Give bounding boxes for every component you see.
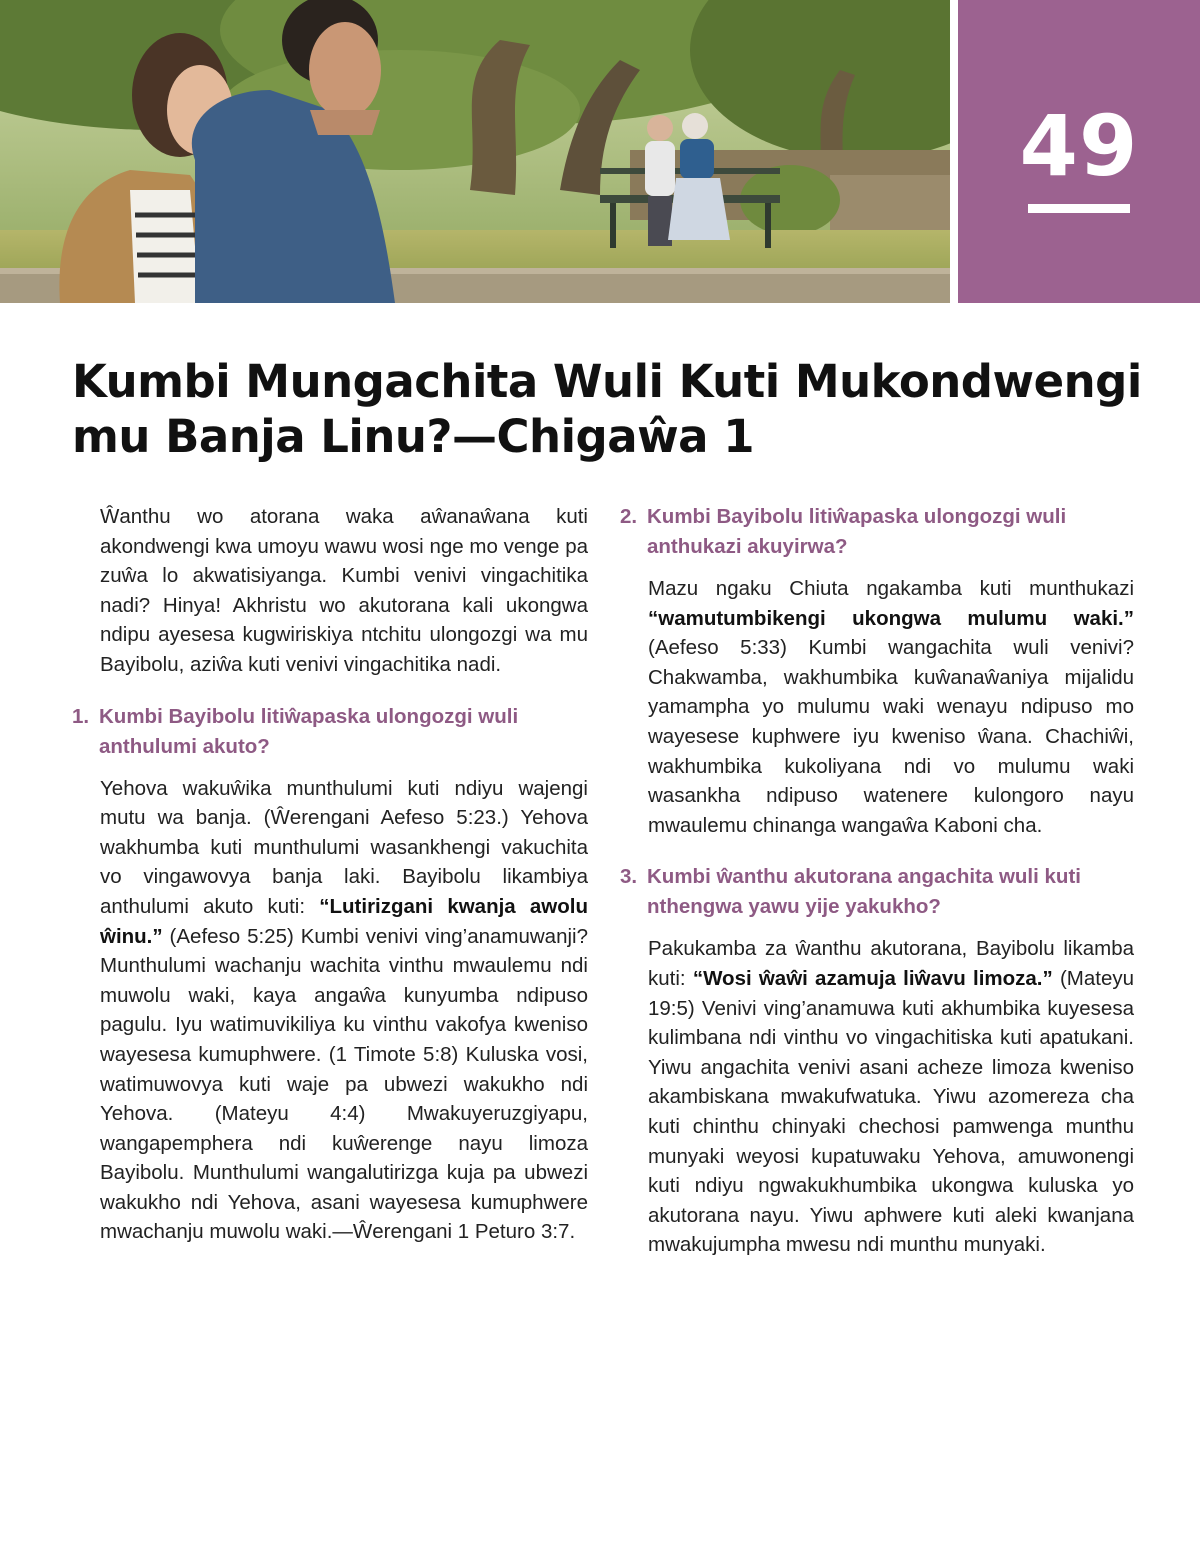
intro-paragraph: Ŵanthu wo atorana waka aŵanaŵana kuti akondwengi kwa umoyu wawu wosi nge mo venge pa zuŵa lo akwatisiyanga. Kumbi venivi vingachitika nadi? Hinya! Akhristu wo akutorana kali ukongwa ndipu ayesesa kugwiriskiya ntchitu ulongozgi wa mu Bayibolu, aziŵa kuti venivi vingachitika nadi. [100,505,588,676]
answer-1-paragraph [100,774,588,1248]
question-text: Kumbi ŵanthu akutorana angachita wuli kuti nthengwa yawu yije yakukho? [647,865,1081,919]
scripture-quote: “Wosi ŵaŵi azamuja liŵavu limoza.” [692,966,1053,990]
lesson-number: 49 [1019,97,1139,195]
answer-2-paragraph [648,574,1134,840]
title-line-1: Kumbi Mungachita Wuli Kuti Mukondwengi [72,355,1142,408]
scripture-quote: “Lutirizgani kwanja awolu ŵinu.” [100,894,588,948]
question-2 [620,502,1134,562]
question-number: 2. [620,505,638,528]
scripture-quote: “wamutumbikengi ukongwa mulumu waki.” [648,606,1134,630]
answer-text: Yehova wakuŵika munthulumi kuti ndiyu wajengi mutu wa banja. (Ŵerengani Aefeso 5:23.) Yehova wakhumba kuti munthulumi wasankhengi vakuchita vo vingawovya banja laki. Bayibolu likambiya anthulumi akuto kuti: [100,776,588,918]
right-column [620,502,1134,1282]
answer-text: (Aefeso 5:33) Kumbi wangachita wuli venivi? Chakwamba, wakhumbika kuŵanaŵaniya mijalidu yamampha yo mulumu waki wenayu ndipuso mo wayesese kuphwere iyu kweniso ŵana. Chachiŵi, wakhumbika kukoliyana ndi vo mulumu waki wasankha ndipuso watenere kulongoro nayu mwaulemu chinanga wangaŵa Kaboni cha. [648,636,1134,837]
answer-text: (Aefeso 5:25) Kumbi venivi ving’anamuwanji? Munthulumi wachanju wachita vinthu mwaulemu ndi muwolu waki, kaya angaŵa kunyumba ndipuso pagulu. Iyu watimuvikiliya ku vinthu vakofya kweniso wayesesa kumuphwere. (1 Timote 5:8) Kuluska vosi, watimuwovya kuti waje pa ubwezi wakukho ndi Yehova. (Mateyu 4:4) Mwakuyeruzgiyapu, wangapemphera ndi kuŵerenge nayu limoza Bayibolu. Munthulumi wangalutirizga kuja pa ubwezi wakukho ndi Yehova, asani wayesesa kumuphwere mwachanju muwolu waki.—Ŵerengani 1 Peturo 3:7. [100,924,588,1244]
answer-text: Mazu ngaku Chiuta ngakamba kuti munthukazi [648,577,1134,600]
question-text: Kumbi Bayibolu litiŵapaska ulongozgi wuli anthukazi akuyirwa? [647,505,1067,558]
question-3 [620,862,1134,922]
answer-text: (Mateyu 19:5) Venivi ving’anamuwa kuti akhumbika kuyesesa kulimbana ndi vinthu vo vingachitiska kuti apatukani. Yiwu angachita venivi asani acheze limoza kweniso akambiskana mwakufwatuka. Yiwu azomereza cha kuti chinthu chinyaki chechosi pamwenga munthu munyaki weyosi kupatuwaku Yehova, amuwonengi kuti ndiyu ngwakukhumbika ukongwa kuluska yo akutorana nayu. Yiwu aphwere kuti aleki kwanjana mwakujumpha mwesu ndi munthu munyaki. [648,966,1135,1257]
lesson-number-box [958,0,1200,303]
left-column [72,502,588,1269]
question-number: 1. [72,704,90,728]
page-title [72,354,1152,464]
question-text: Kumbi Bayibolu litiŵapaska ulongozgi wuli anthulumi akuto? [99,704,519,758]
answer-3-paragraph [648,934,1134,1260]
question-1 [72,702,588,762]
header-photo [0,0,950,303]
question-number: 3. [620,865,638,889]
title-line-2: mu Banja Linu?—Chigaŵa 1 [72,410,755,463]
answer-text: Pakukamba za ŵanthu akutorana, Bayibolu likamba kuti: [648,937,1134,990]
lesson-number-underline [1028,204,1130,213]
